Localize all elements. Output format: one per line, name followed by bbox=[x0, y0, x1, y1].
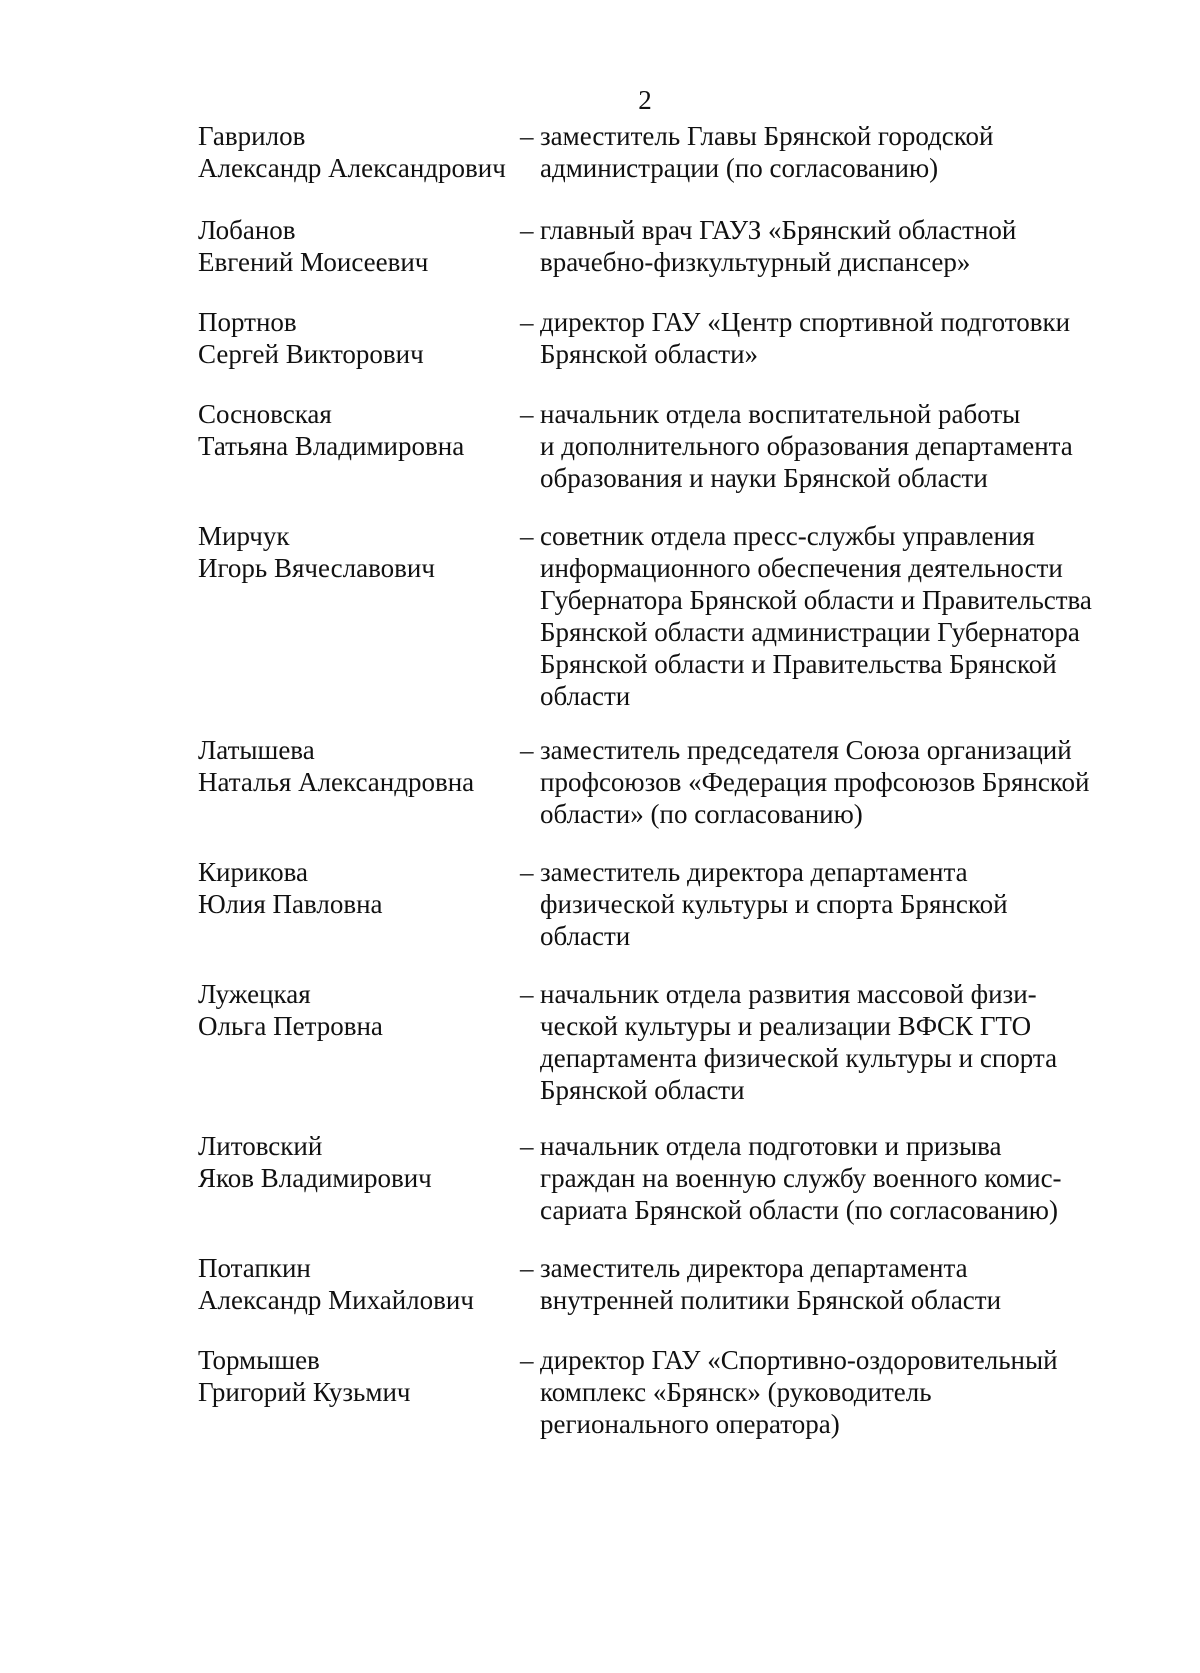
member-given-names: Яков Владимирович bbox=[198, 1163, 432, 1193]
member-given-names: Евгений Моисеевич bbox=[198, 247, 429, 277]
member-name bbox=[198, 520, 508, 584]
position-line: начальник отдела воспитательной работы bbox=[540, 399, 1021, 429]
dash-separator: – bbox=[520, 121, 534, 151]
member-position bbox=[520, 398, 1120, 494]
position-line: Брянской области администрации Губернатора bbox=[540, 617, 1080, 647]
position-line: заместитель директора департамента bbox=[540, 857, 968, 887]
dash-separator: – bbox=[520, 1253, 534, 1283]
position-line: комплекс «Брянск» (руководитель bbox=[540, 1377, 932, 1407]
position-line: профсоюзов «Федерация профсоюзов Брянской bbox=[540, 767, 1090, 797]
member-surname: Лобанов bbox=[198, 215, 296, 245]
position-line: директор ГАУ «Центр спортивной подготовки bbox=[540, 307, 1071, 337]
member-name bbox=[198, 1344, 508, 1408]
position-line: и дополнительного образования департамента bbox=[540, 431, 1073, 461]
position-line: главный врач ГАУЗ «Брянский областной bbox=[540, 215, 1017, 245]
member-name bbox=[198, 1130, 508, 1194]
position-line: заместитель Главы Брянской городской bbox=[540, 121, 994, 151]
member-given-names: Сергей Викторович bbox=[198, 339, 424, 369]
member-name bbox=[198, 120, 508, 184]
member-position bbox=[520, 734, 1120, 830]
member-name bbox=[198, 734, 508, 798]
dash-separator: – bbox=[520, 857, 534, 887]
dash-separator: – bbox=[520, 399, 534, 429]
member-surname: Тормышев bbox=[198, 1345, 320, 1375]
position-line: физической культуры и спорта Брянской bbox=[540, 889, 1008, 919]
member-name bbox=[198, 978, 508, 1042]
dash-separator: – bbox=[520, 307, 534, 337]
member-position bbox=[520, 1252, 1120, 1316]
position-line: начальник отдела развития массовой физи- bbox=[540, 979, 1037, 1009]
position-line: области bbox=[540, 921, 631, 951]
position-line: внутренней политики Брянской области bbox=[540, 1285, 1002, 1315]
member-name bbox=[198, 306, 508, 370]
position-line: начальник отдела подготовки и призыва bbox=[540, 1131, 1002, 1161]
member-position bbox=[520, 1130, 1120, 1226]
position-line: советник отдела пресс-службы управления bbox=[540, 521, 1035, 551]
dash-separator: – bbox=[520, 1131, 534, 1161]
member-name bbox=[198, 1252, 508, 1316]
member-surname: Лужецкая bbox=[198, 979, 311, 1009]
member-given-names: Ольга Петровна bbox=[198, 1011, 383, 1041]
member-given-names: Юлия Павловна bbox=[198, 889, 383, 919]
member-given-names: Игорь Вячеславович bbox=[198, 553, 435, 583]
member-given-names: Григорий Кузьмич bbox=[198, 1377, 411, 1407]
position-line: образования и науки Брянской области bbox=[540, 463, 988, 493]
position-line: администрации (по согласованию) bbox=[540, 153, 939, 183]
member-name bbox=[198, 214, 508, 278]
member-surname: Сосновская bbox=[198, 399, 332, 429]
dash-separator: – bbox=[520, 521, 534, 551]
dash-separator: – bbox=[520, 979, 534, 1009]
member-position bbox=[520, 978, 1120, 1106]
member-given-names: Александр Александрович bbox=[198, 153, 506, 183]
position-line: директор ГАУ «Спортивно-оздоровительный bbox=[540, 1345, 1058, 1375]
member-position bbox=[520, 306, 1120, 370]
position-line: регионального оператора) bbox=[540, 1409, 840, 1439]
member-surname: Портнов bbox=[198, 307, 297, 337]
position-line: области» (по согласованию) bbox=[540, 799, 863, 829]
position-line: Губернатора Брянской области и Правительства bbox=[540, 585, 1092, 615]
member-given-names: Александр Михайлович bbox=[198, 1285, 474, 1315]
position-line: врачебно-физкультурный диспансер» bbox=[540, 247, 971, 277]
member-position bbox=[520, 856, 1120, 952]
member-surname: Потапкин bbox=[198, 1253, 311, 1283]
member-position bbox=[520, 1344, 1120, 1440]
position-line: департамента физической культуры и спорта bbox=[540, 1043, 1058, 1073]
position-line: сариата Брянской области (по согласованию) bbox=[540, 1195, 1058, 1225]
member-given-names: Татьяна Владимировна bbox=[198, 431, 465, 461]
dash-separator: – bbox=[520, 215, 534, 245]
member-name bbox=[198, 856, 508, 920]
position-line: ческой культуры и реализации ВФСК ГТО bbox=[540, 1011, 1032, 1041]
member-given-names: Наталья Александровна bbox=[198, 767, 475, 797]
position-line: Брянской области bbox=[540, 1075, 745, 1105]
position-line: информационного обеспечения деятельности bbox=[540, 553, 1063, 583]
member-surname: Мирчук bbox=[198, 521, 290, 551]
member-position bbox=[520, 120, 1120, 184]
member-position bbox=[520, 214, 1120, 278]
member-surname: Латышева bbox=[198, 735, 315, 765]
member-surname: Гаврилов bbox=[198, 121, 306, 151]
page-number: 2 bbox=[638, 85, 652, 115]
member-position bbox=[520, 520, 1120, 712]
position-line: заместитель председателя Союза организаций bbox=[540, 735, 1072, 765]
member-name bbox=[198, 398, 508, 462]
position-line: заместитель директора департамента bbox=[540, 1253, 968, 1283]
member-surname: Кирикова bbox=[198, 857, 309, 887]
member-surname: Литовский bbox=[198, 1131, 323, 1161]
dash-separator: – bbox=[520, 735, 534, 765]
position-line: Брянской области и Правительства Брянской bbox=[540, 649, 1057, 679]
dash-separator: – bbox=[520, 1345, 534, 1375]
position-line: Брянской области» bbox=[540, 339, 759, 369]
position-line: граждан на военную службу военного комис- bbox=[540, 1163, 1062, 1193]
position-line: области bbox=[540, 681, 631, 711]
